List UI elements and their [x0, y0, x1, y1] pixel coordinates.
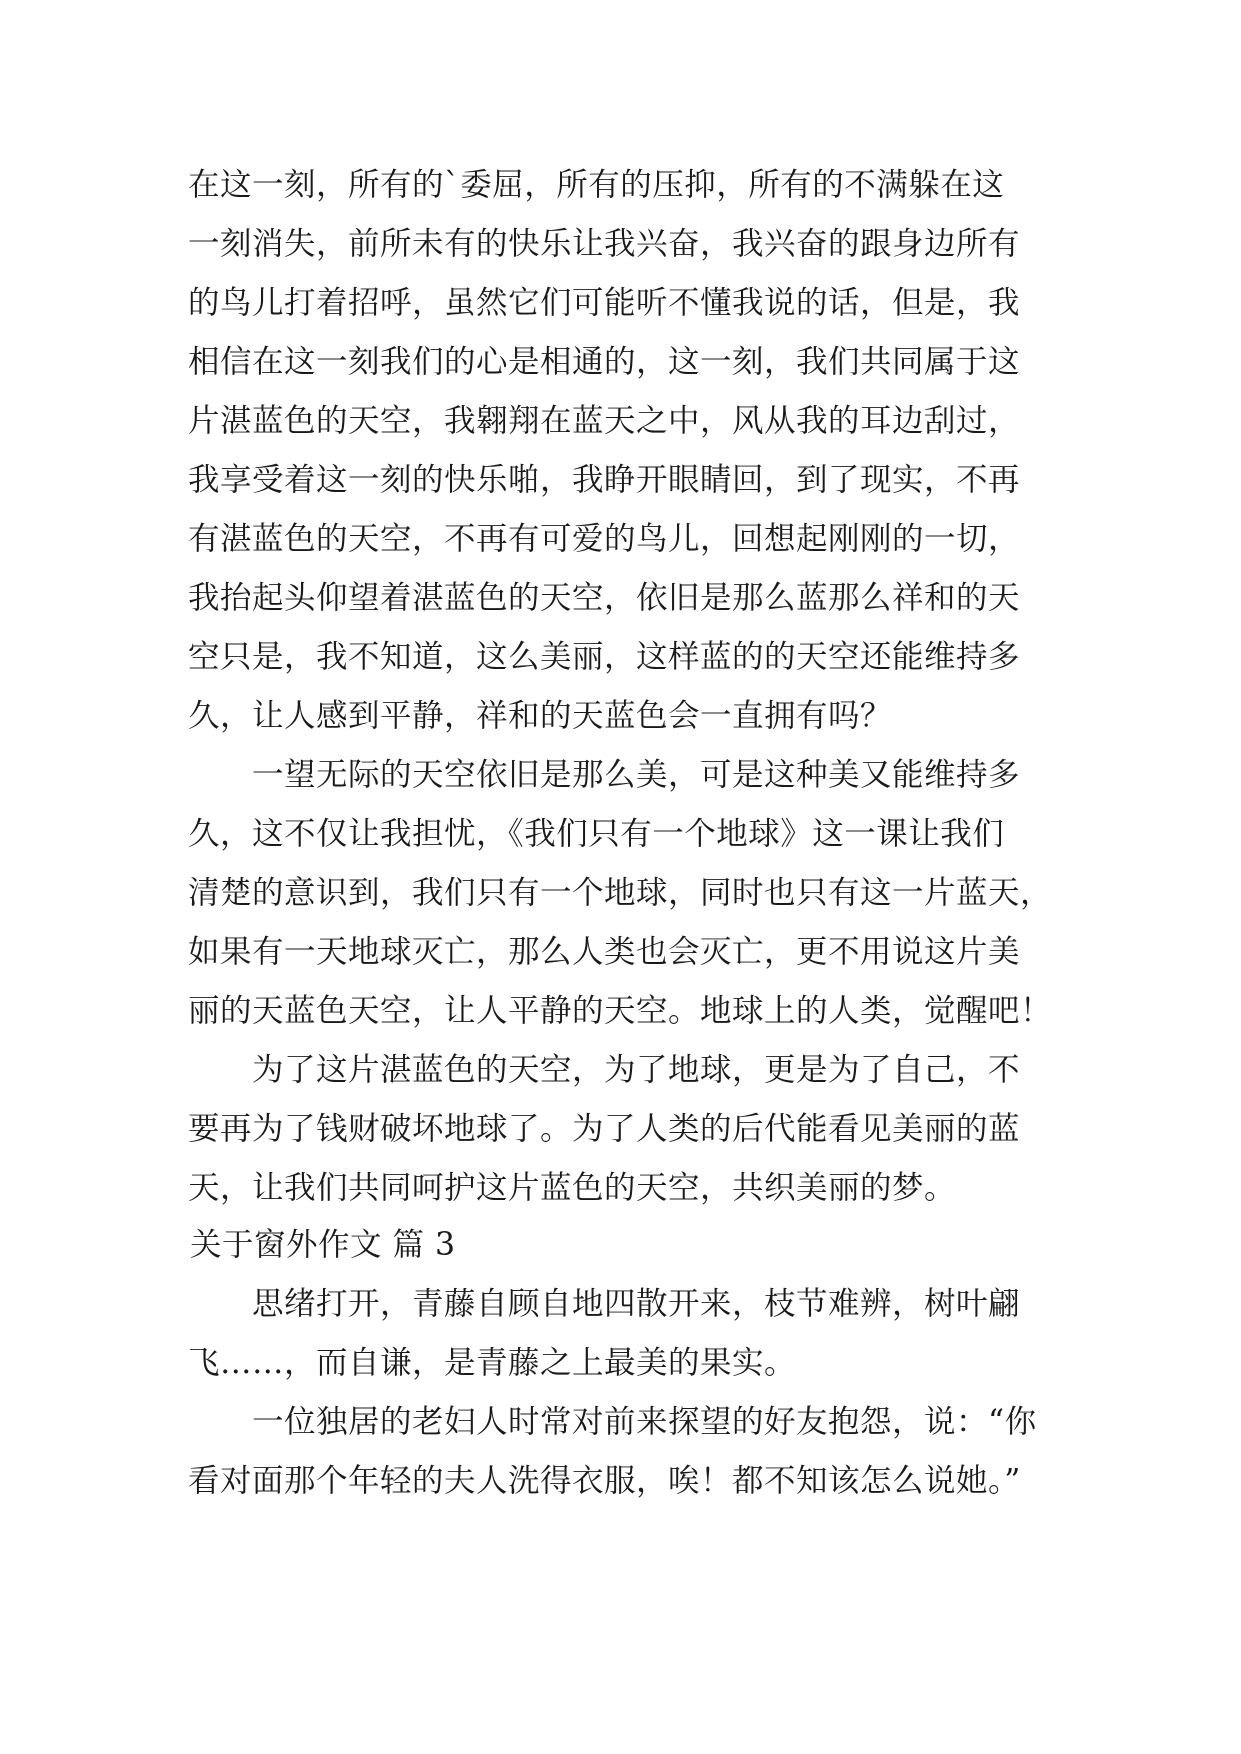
text-line: 丽的天蓝色天空，让人平静的天空。地球上的人类，觉醒吧！: [188, 993, 1053, 1029]
text-line: 我享受着这一刻的快乐啪，我睁开眼睛回，到了现实，不再: [188, 462, 1021, 498]
text-line: 看对面那个年轻的夫人洗得衣服，唉！都不知该怎么说她。”: [188, 1463, 1021, 1499]
text-line: 思绪打开，青藤自顾自地四散开来，枝节难辨，树叶翩: [188, 1286, 1021, 1322]
text-line: 飞……，而自谦，是青藤之上最美的果实。: [188, 1345, 797, 1381]
text-line: 我抬起头仰望着湛蓝色的天空，依旧是那么蓝那么祥和的天: [188, 580, 1021, 616]
text-line: 如果有一天地球灭亡，那么人类也会灭亡，更不用说这片美: [188, 934, 1021, 970]
text-line: 久，这不仅让我担忧，《我们只有一个地球》这一课让我们: [188, 816, 1005, 852]
body-text-block: [188, 156, 1053, 1218]
text-line: 清楚的意识到，我们只有一个地球，同时也只有这一片蓝天，: [188, 875, 1053, 911]
text-line: 片湛蓝色的天空，我翱翔在蓝天之中，风从我的耳边刮过，: [188, 403, 1021, 439]
text-line: 相信在这一刻我们的心是相通的，这一刻，我们共同属于这: [188, 344, 1021, 380]
text-line: 为了这片湛蓝色的天空，为了地球，更是为了自己，不: [188, 1052, 1021, 1088]
text-line: 一刻消失，前所未有的快乐让我兴奋，我兴奋的跟身边所有: [188, 226, 1021, 262]
text-line: 的鸟儿打着招呼，虽然它们可能听不懂我说的话，但是，我: [188, 285, 1021, 321]
text-line: 空只是，我不知道，这么美丽，这样蓝的的天空还能维持多: [188, 639, 1021, 675]
text-line: 在这一刻，所有的`委屈，所有的压抑，所有的不满躲在这: [188, 167, 1005, 203]
section-title: 关于窗外作文 篇 3: [190, 1227, 456, 1263]
text-line: 天，让我们共同呵护这片蓝色的天空，共织美丽的梦。: [188, 1170, 957, 1206]
section-block: [188, 1216, 1048, 1511]
text-line: 有湛蓝色的天空，不再有可爱的鸟儿，回想起刚刚的一切，: [188, 521, 1021, 557]
text-line: 一位独居的老妇人时常对前来探望的好友抱怨，说：“你: [188, 1404, 1037, 1440]
text-line: 一望无际的天空依旧是那么美，可是这种美又能维持多: [188, 757, 1021, 793]
text-line: 要再为了钱财破坏地球了。为了人类的后代能看见美丽的蓝: [188, 1111, 1021, 1147]
text-line: 久，让人感到平静，祥和的天蓝色会一直拥有吗？: [188, 698, 893, 734]
